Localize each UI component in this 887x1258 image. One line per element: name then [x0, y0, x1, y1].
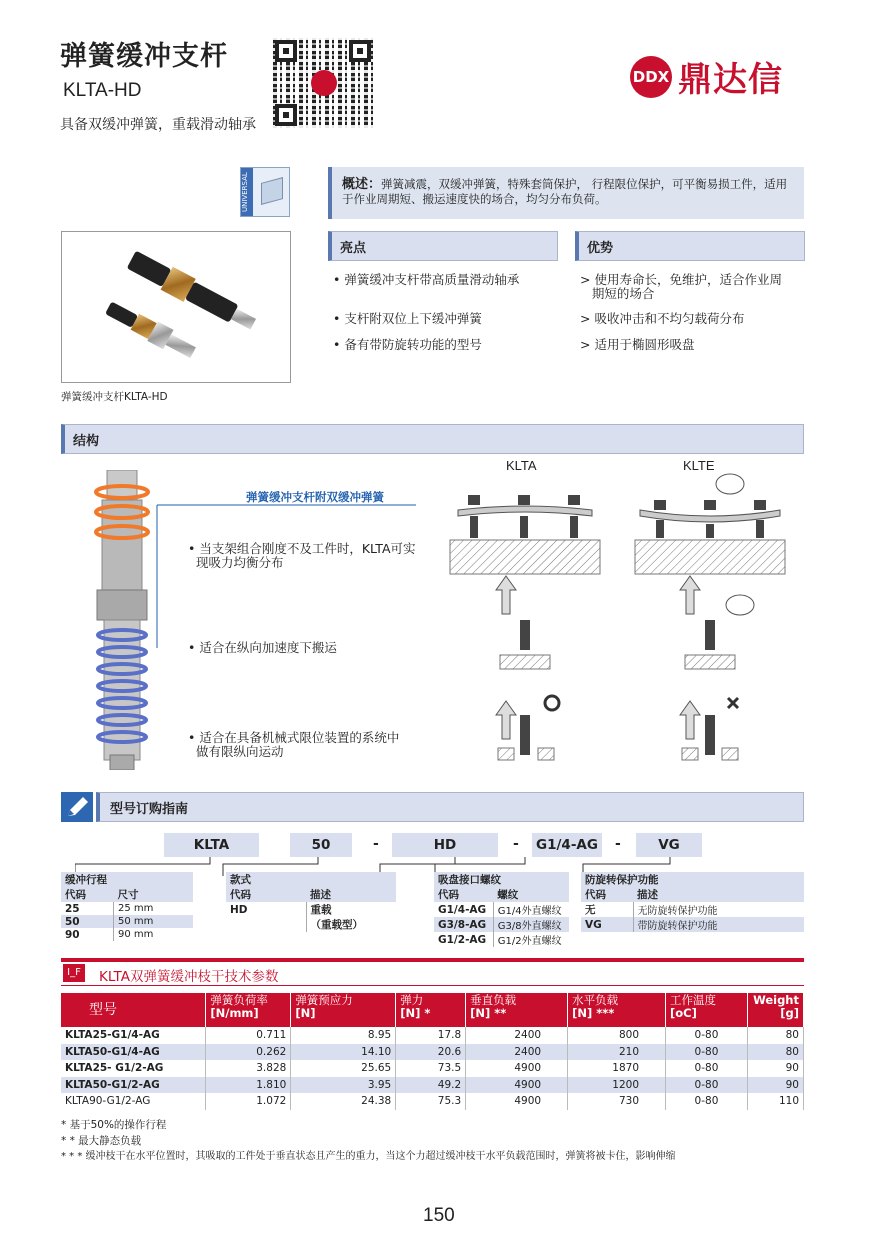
model-cell: KLTA25- G1/2-AG — [61, 1060, 206, 1077]
value-cell: 4900 — [466, 1060, 568, 1077]
structure-caption: 弹簧缓冲支杆附双缓冲弹簧 — [246, 490, 384, 504]
qr-code-icon[interactable] — [273, 38, 373, 128]
value-cell: 0-80 — [666, 1093, 748, 1110]
value-cell: 80 — [747, 1027, 803, 1044]
overview-label: 概述： — [342, 177, 382, 192]
col-header: 弹力 [N] * — [396, 993, 466, 1027]
col-header: 水平负载 [N] *** — [568, 993, 666, 1027]
order-dash: - — [373, 836, 379, 852]
brand-name: 鼎达信 — [678, 60, 783, 100]
overview-text: 弹簧减震，双缓冲弹簧，特殊套筒保护， 行程限位保护，可平衡易损工件，适用于作业周期短、搬运速度快的场合，均匀分布负荷。 — [342, 177, 788, 206]
value-cell: 0-80 — [666, 1060, 748, 1077]
structure-header: 结构 — [61, 424, 804, 454]
thread-h1: 代码 — [434, 887, 493, 902]
antirot-desc: 带防旋转保护功能 — [633, 917, 804, 932]
col-header: 型号 — [61, 993, 206, 1027]
table-row — [61, 1060, 804, 1077]
structure-bullet: • 适合在纵向加速度下搬运 — [188, 640, 337, 655]
product-photo — [61, 231, 291, 383]
model-code: KLTA-HD — [63, 80, 142, 101]
col-header: 垂直负载 [N] ** — [466, 993, 568, 1027]
structure-diagrams — [440, 470, 790, 770]
value-cell: 1.810 — [206, 1077, 291, 1094]
value-cell: 80 — [747, 1044, 803, 1061]
style-code: HD — [230, 903, 248, 916]
value-cell: 8.95 — [291, 1027, 396, 1044]
page-subtitle: 具备双缓冲弹簧，重载滑动轴承 — [60, 117, 256, 133]
stroke-code: 90 — [65, 928, 80, 941]
antirot-h2: 描述 — [633, 887, 804, 902]
table-row — [61, 1027, 804, 1044]
value-cell: 14.10 — [291, 1044, 396, 1061]
col-header: 弹簧负荷率 [N/mm] — [206, 993, 291, 1027]
order-dash: - — [615, 836, 621, 852]
thread-table — [434, 872, 569, 947]
order-dash: - — [513, 836, 519, 852]
thread-desc: G1/2外直螺纹 — [493, 932, 569, 947]
stroke-size: 90 mm — [114, 928, 193, 941]
style-desc: 重载 — [306, 902, 396, 917]
antirot-code: 无 — [585, 904, 596, 916]
tech-header — [61, 958, 804, 986]
order-code-style: HD — [392, 833, 498, 857]
stroke-code: 25 — [65, 902, 80, 915]
antirot-desc: 无防旋转保护功能 — [633, 902, 804, 917]
value-cell: 2400 — [466, 1027, 568, 1044]
page-number: 150 — [423, 1205, 455, 1226]
order-code-stroke: 50 — [290, 833, 352, 857]
value-cell: 3.95 — [291, 1077, 396, 1094]
value-cell: 0.262 — [206, 1044, 291, 1061]
thread-code: G1/4-AG — [438, 903, 487, 916]
advantage-item: > 适用于椭圆形吸盘 — [580, 337, 695, 352]
style-table — [226, 872, 396, 932]
order-code-antirot: VG — [636, 833, 702, 857]
diagram-label-klte: KLTE — [683, 458, 715, 473]
value-cell: 110 — [747, 1093, 803, 1110]
value-cell: 17.8 — [396, 1027, 466, 1044]
structure-bullet: • 适合在具备机械式限位装置的系统中 做有限纵向运动 — [188, 730, 400, 759]
universal-tag: UNIVERSAL — [241, 168, 253, 216]
value-cell: 25.65 — [291, 1060, 396, 1077]
value-cell: 210 — [568, 1044, 666, 1061]
table-row — [61, 1093, 804, 1110]
stroke-table — [61, 872, 193, 941]
leader-line — [140, 503, 420, 653]
value-cell: 4900 — [466, 1093, 568, 1110]
order-guide-header: 型号订购指南 — [96, 792, 804, 822]
col-header: 工作温度 [oC] — [666, 993, 748, 1027]
col-header: Weight [g] — [747, 993, 803, 1027]
overview-box — [328, 167, 804, 219]
thread-desc: G3/8外直螺纹 — [493, 917, 569, 932]
antirot-title: 防旋转保护功能 — [581, 872, 804, 887]
stroke-h2: 尺寸 — [114, 887, 193, 902]
col-header: 弹簧预应力 [N] — [291, 993, 396, 1027]
advantages-header: 优势 — [575, 231, 805, 261]
value-cell: 90 — [747, 1060, 803, 1077]
value-cell: 1870 — [568, 1060, 666, 1077]
advantage-item: > 吸收冲击和不均匀载荷分布 — [580, 311, 745, 326]
force-icon: I_F — [63, 964, 85, 982]
value-cell: 0.711 — [206, 1027, 291, 1044]
value-cell: 730 — [568, 1093, 666, 1110]
table-row — [61, 1077, 804, 1094]
order-code-series: KLTA — [164, 833, 259, 857]
style-h2: 描述 — [306, 887, 396, 902]
antirot-table — [581, 872, 804, 932]
thread-h2: 螺纹 — [493, 887, 569, 902]
footnote: * * 最大静态负载 — [61, 1135, 142, 1147]
value-cell: 24.38 — [291, 1093, 396, 1110]
order-code-thread: G1/4-AG — [532, 833, 602, 857]
highlight-item: • 支杆附双位上下缓冲弹簧 — [333, 311, 482, 326]
stroke-size: 50 mm — [114, 915, 193, 928]
model-cell: KLTA50-G1/4-AG — [61, 1044, 206, 1061]
tech-table — [61, 993, 804, 1110]
value-cell: 0-80 — [666, 1077, 748, 1094]
value-cell: 75.3 — [396, 1093, 466, 1110]
brand-logo — [630, 52, 783, 101]
antirot-h1: 代码 — [581, 887, 633, 902]
universal-icon — [240, 167, 290, 217]
footnote: * * * 缓冲枝干在水平位置时，其吸取的工件处于垂直状态且产生的重力，当这个力超过缓冲枝干水平负载范围时，弹簧将被卡住，影响伸缩 — [61, 1151, 676, 1162]
style-title: 款式 — [226, 872, 396, 887]
diagram-label-klta: KLTA — [506, 458, 537, 473]
highlight-item: • 备有带防旋转功能的型号 — [333, 337, 482, 352]
highlights-header: 亮点 — [328, 231, 558, 261]
model-cell: KLTA25-G1/4-AG — [61, 1027, 206, 1044]
photo-caption: 弹簧缓冲支杆KLTA-HD — [61, 391, 168, 403]
thread-desc: G1/4外直螺纹 — [493, 902, 569, 917]
footnotes — [61, 1117, 676, 1165]
model-cell: KLTA50-G1/2-AG — [61, 1077, 206, 1094]
value-cell: 90 — [747, 1077, 803, 1094]
model-cell: KLTA90-G1/2-AG — [61, 1093, 206, 1110]
style-h1: 代码 — [226, 887, 306, 902]
stroke-title: 缓冲行程 — [61, 872, 193, 887]
thread-code: G1/2-AG — [438, 933, 487, 946]
value-cell: 4900 — [466, 1077, 568, 1094]
table-row — [61, 1044, 804, 1061]
value-cell: 1.072 — [206, 1093, 291, 1110]
value-cell: 3.828 — [206, 1060, 291, 1077]
value-cell: 73.5 — [396, 1060, 466, 1077]
antirot-code: VG — [581, 917, 633, 932]
page-title: 弹簧缓冲支杆 — [60, 41, 228, 72]
value-cell: 1200 — [568, 1077, 666, 1094]
footnote: * 基于50%的操作行程 — [61, 1119, 167, 1131]
structure-bullet: • 当支架组合刚度不及工件时，KLTA可实 现吸力均衡分布 — [188, 541, 416, 570]
value-cell: 2400 — [466, 1044, 568, 1061]
thread-title: 吸盘接口螺纹 — [434, 872, 569, 887]
stroke-size: 25 mm — [114, 902, 193, 915]
pencil-icon — [61, 792, 93, 822]
brand-mark-icon: DDX — [630, 56, 672, 98]
value-cell: 49.2 — [396, 1077, 466, 1094]
value-cell: 0-80 — [666, 1027, 748, 1044]
value-cell: 0-80 — [666, 1044, 748, 1061]
advantage-item: > 使用寿命长，免维护，适合作业周 期短的场合 — [580, 272, 782, 301]
tech-title: KLTA双弹簧缓冲枝干技术参数 — [99, 969, 279, 985]
highlight-item: • 弹簧缓冲支杆带高质量滑动轴承 — [333, 272, 520, 287]
stroke-code: 50 — [61, 915, 114, 928]
style-desc-sub: （重载型） — [306, 917, 396, 932]
value-cell: 20.6 — [396, 1044, 466, 1061]
value-cell: 800 — [568, 1027, 666, 1044]
thread-code: G3/8-AG — [434, 917, 493, 932]
stroke-h1: 代码 — [61, 887, 114, 902]
